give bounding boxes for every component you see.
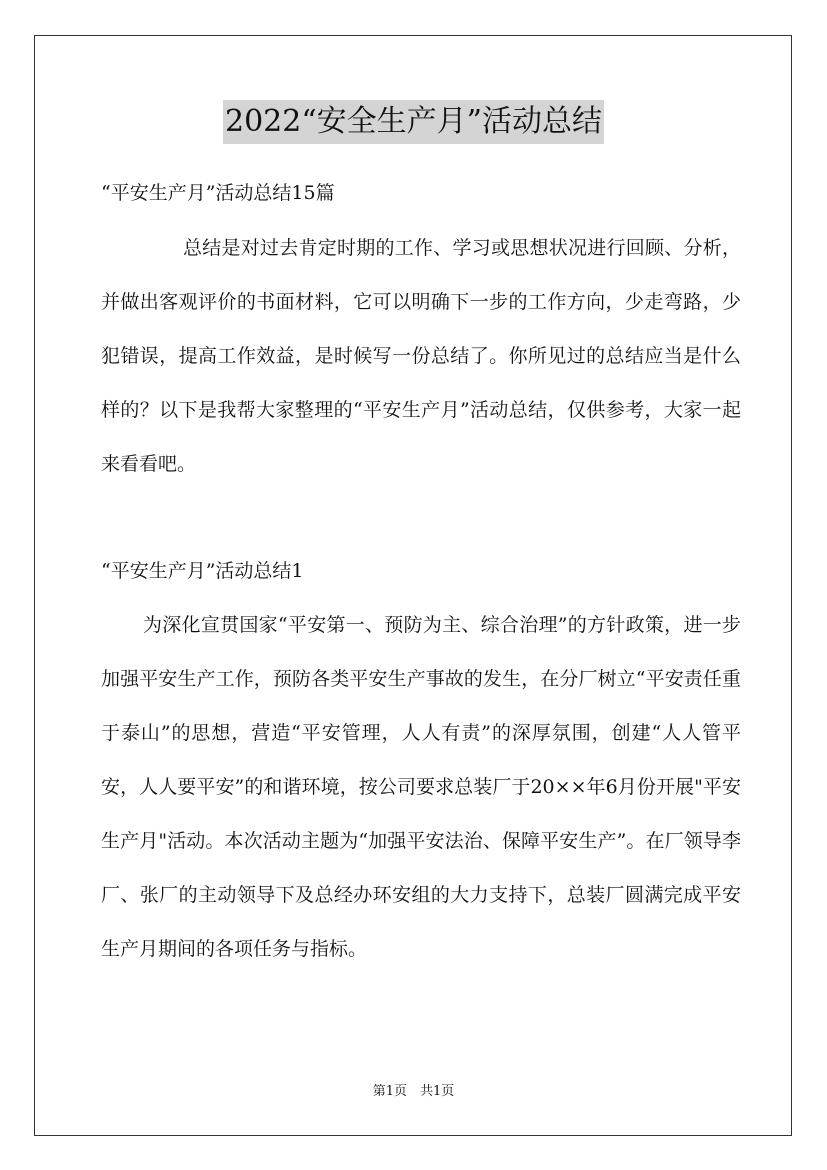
document-title [0, 100, 827, 144]
section-1-paragraph: 为深化宣贯国家“平安第一、预防为主、综合治理”的方针政策，进一步加强平安生产工作，预防各类平安生产事故的发生，在分厂树立“平安责任重于泰山”的思想，营造“平安管理，人人有责”的深厚氛围，创建“人人管平安，人人要平安”的和谐环境，按公司要求总装厂于20××年6月份开展"平安生产月"活动。本次活动主题为“加强平安法治、保障平安生产”。在厂领导李厂、张厂的主动领导下及总经办环安组的大力支持下，总装厂圆满完成平安生产月期间的各项任务与指标。 [101, 614, 741, 960]
section-1-heading: “平安生产月”活动总结1 [101, 560, 304, 582]
page-number-footer: 第1页 共1页 [372, 1084, 455, 1099]
document-subtitle: “平安生产月”活动总结15篇 [101, 182, 335, 204]
intro-paragraph: 总结是对过去肯定时期的工作、学习或思想状况进行回顾、分析，并做出客观评价的书面材料，它可以明确下一步的工作方向，少走弯路，少犯错误，提高工作效益，是时候写一份总结了。你所见过的总结应当是什么样的？以下是我帮大家整理的“平安生产月”活动总结，仅供参考，大家一起来看看吧。 [101, 237, 741, 475]
document-title-text: 2022“安全生产月”活动总结 [223, 100, 604, 144]
